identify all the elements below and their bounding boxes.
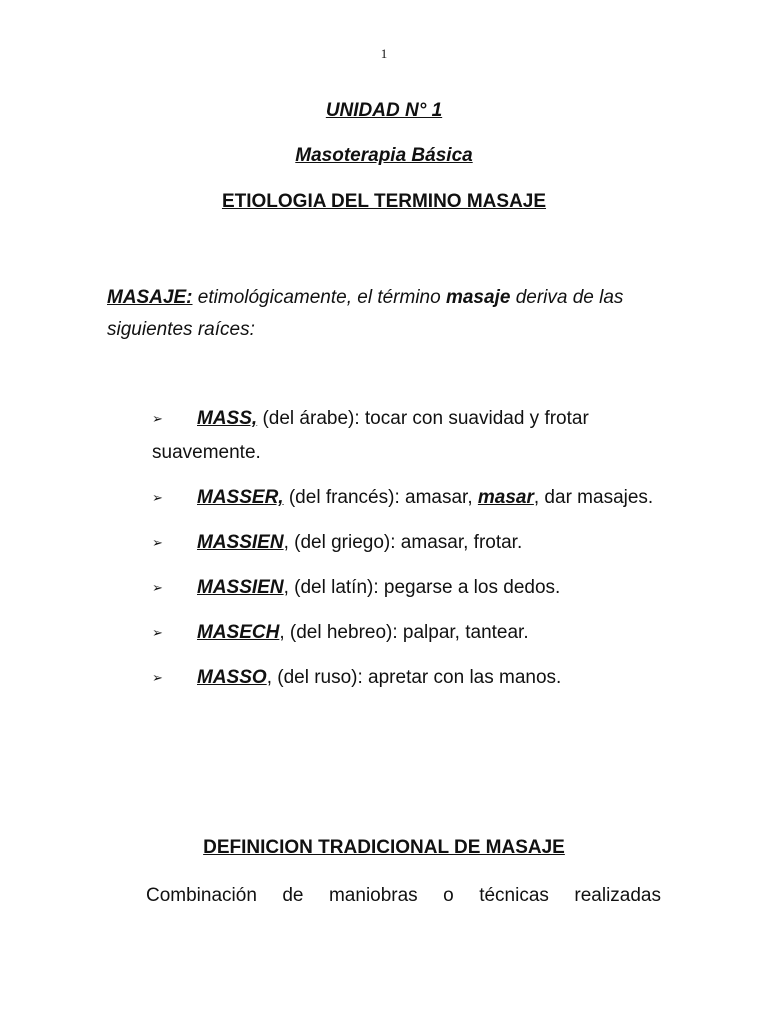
root-description: (del árabe): tocar con suavidad y frotar suavemente. [152, 408, 589, 463]
arrow-bullet-icon: ➢ [152, 580, 163, 595]
roots-list [152, 402, 672, 706]
root-description: (del francés): amasar, [283, 487, 478, 508]
root-term: MASECH [197, 622, 280, 643]
root-term: MASSIEN [197, 577, 284, 598]
list-item [152, 481, 672, 515]
intro-bold-word: masaje [445, 287, 511, 308]
subject-heading: Masoterapia Básica [295, 145, 473, 166]
definition-heading: DEFINICION TRADICIONAL DE MASAJE [203, 837, 565, 858]
arrow-bullet-icon: ➢ [152, 490, 163, 505]
list-item [152, 526, 672, 560]
root-description: , (del latín): pegarse a los dedos. [283, 577, 561, 598]
list-item [152, 571, 672, 605]
root-term: MASSO [197, 667, 267, 688]
root-term: MASSIEN [197, 532, 284, 553]
root-description: , (del griego): amasar, frotar. [283, 532, 523, 553]
root-term: MASSER, [197, 487, 284, 508]
root-description: , (del hebreo): palpar, tantear. [279, 622, 529, 643]
intro-paragraph [107, 282, 687, 346]
list-item [152, 402, 672, 470]
root-description: , dar masajes. [533, 487, 654, 508]
unit-heading: UNIDAD N° 1 [325, 100, 443, 121]
root-inner-term: masar [477, 487, 534, 508]
intro-text: etimológicamente, el término [192, 287, 446, 308]
list-item [152, 661, 672, 695]
section-heading: ETIOLOGIA DEL TERMINO MASAJE [221, 191, 547, 212]
intro-text: deriva de las siguientes raíces: [107, 287, 624, 340]
arrow-bullet-icon: ➢ [152, 535, 163, 550]
definition-paragraph: Combinación de maniobras o técnicas realizadas [146, 885, 661, 906]
root-term: MASS, [197, 408, 258, 429]
page-number: 1 [380, 46, 388, 61]
list-item [152, 616, 672, 650]
intro-lead-term: MASAJE: [107, 287, 193, 308]
root-description: , (del ruso): apretar con las manos. [266, 667, 562, 688]
arrow-bullet-icon: ➢ [152, 670, 163, 685]
arrow-bullet-icon: ➢ [152, 625, 163, 640]
arrow-bullet-icon: ➢ [152, 411, 163, 426]
